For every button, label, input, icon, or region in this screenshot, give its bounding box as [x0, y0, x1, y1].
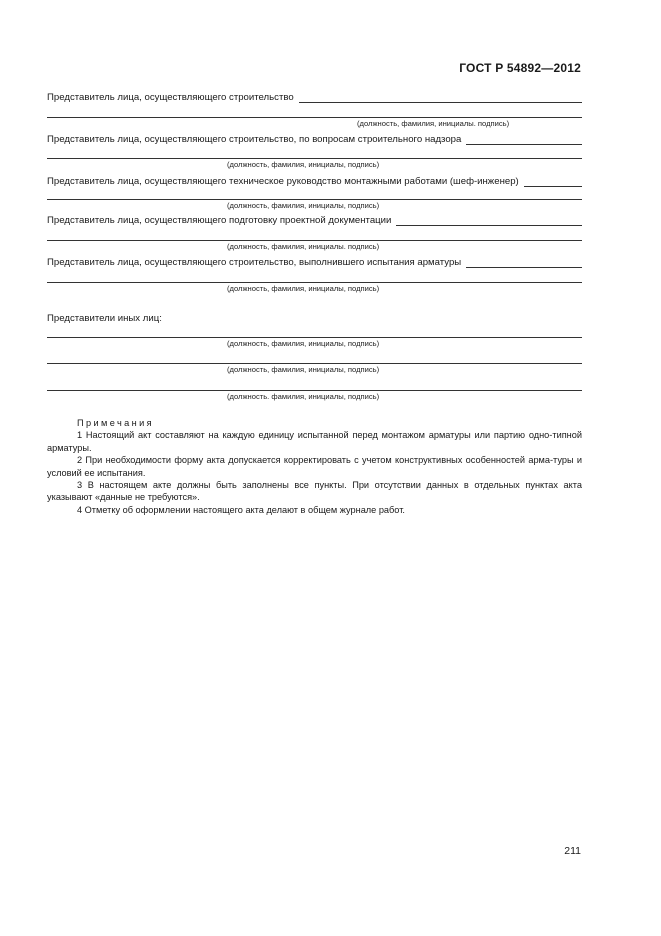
note-item: 1 Настоящий акт составляют на каждую единицу испытанной перед монтажом арматуры или партию одно-типной арматуры.: [47, 430, 582, 453]
notes-section: [47, 417, 582, 516]
signature-line: [524, 176, 582, 187]
signature-line: [466, 134, 582, 145]
signature-caption: (должность, фамилия, инициалы. подпись): [227, 242, 380, 251]
signature-line: [466, 257, 582, 268]
page-number: 211: [564, 845, 581, 857]
signature-caption: (должность, фамилия, инициалы, подпись): [227, 201, 380, 210]
signature-caption: (должность, фамилия, инициалы, подпись): [227, 284, 380, 293]
signature-caption: (должность. фамилия, инициалы, подпись): [227, 392, 380, 401]
representative-row-design-documentation: [47, 215, 582, 226]
signature-line: [47, 390, 582, 391]
representative-row-builder: [47, 92, 582, 103]
representative-row-chief-engineer: [47, 176, 582, 187]
signature-line: [47, 199, 582, 200]
note-item: 2 При необходимости форму акта допускается корректировать с учетом конструктивных особенностей арма-туры и условий ее испытания.: [47, 455, 582, 478]
signature-line: [47, 363, 582, 364]
representative-label: Представитель лица, осуществляющего техническое руководство монтажными работами (шеф-инженер): [47, 176, 519, 187]
signature-line: [47, 158, 582, 159]
representative-label: Представитель лица, осуществляющего строительство, выполнившего испытания арматуры: [47, 257, 462, 268]
signature-caption: (должность, фамилия, инициалы. подпись): [357, 119, 510, 128]
note-item: 3 В настоящем акте должны быть заполнены все пункты. При отсутствии данных в отдельных пунктах акта указывают «данные не требуются».: [47, 480, 582, 503]
representative-row-construction-supervision: [47, 134, 582, 145]
note-item: 4 Отметку об оформлении настоящего акта делают в общем журнале работ.: [77, 504, 405, 515]
signature-caption: (должность, фамилия, инициалы, подпись): [227, 365, 380, 374]
representative-label: Представитель лица, осуществляющего строительство: [47, 92, 294, 103]
signature-line: [47, 240, 582, 241]
signature-line: [299, 92, 582, 103]
signature-caption: (должность, фамилия, инициалы, подпись): [227, 339, 380, 348]
signature-line: [47, 117, 582, 118]
signature-caption: (должность, фамилия, инициалы, подпись): [227, 160, 380, 169]
representative-label: Представитель лица, осуществляющего строительство, по вопросам строительного надзора: [47, 134, 462, 145]
signature-line: [47, 337, 582, 338]
other-representatives-label: Представители иных лиц:: [47, 313, 162, 324]
representative-label: Представитель лица, осуществляющего подготовку проектной документации: [47, 215, 392, 226]
document-code: ГОСТ Р 54892—2012: [459, 61, 581, 75]
signature-line: [396, 215, 582, 226]
representative-row-testing: [47, 257, 582, 268]
signature-line: [47, 282, 582, 283]
notes-title: Примечания: [77, 418, 155, 428]
